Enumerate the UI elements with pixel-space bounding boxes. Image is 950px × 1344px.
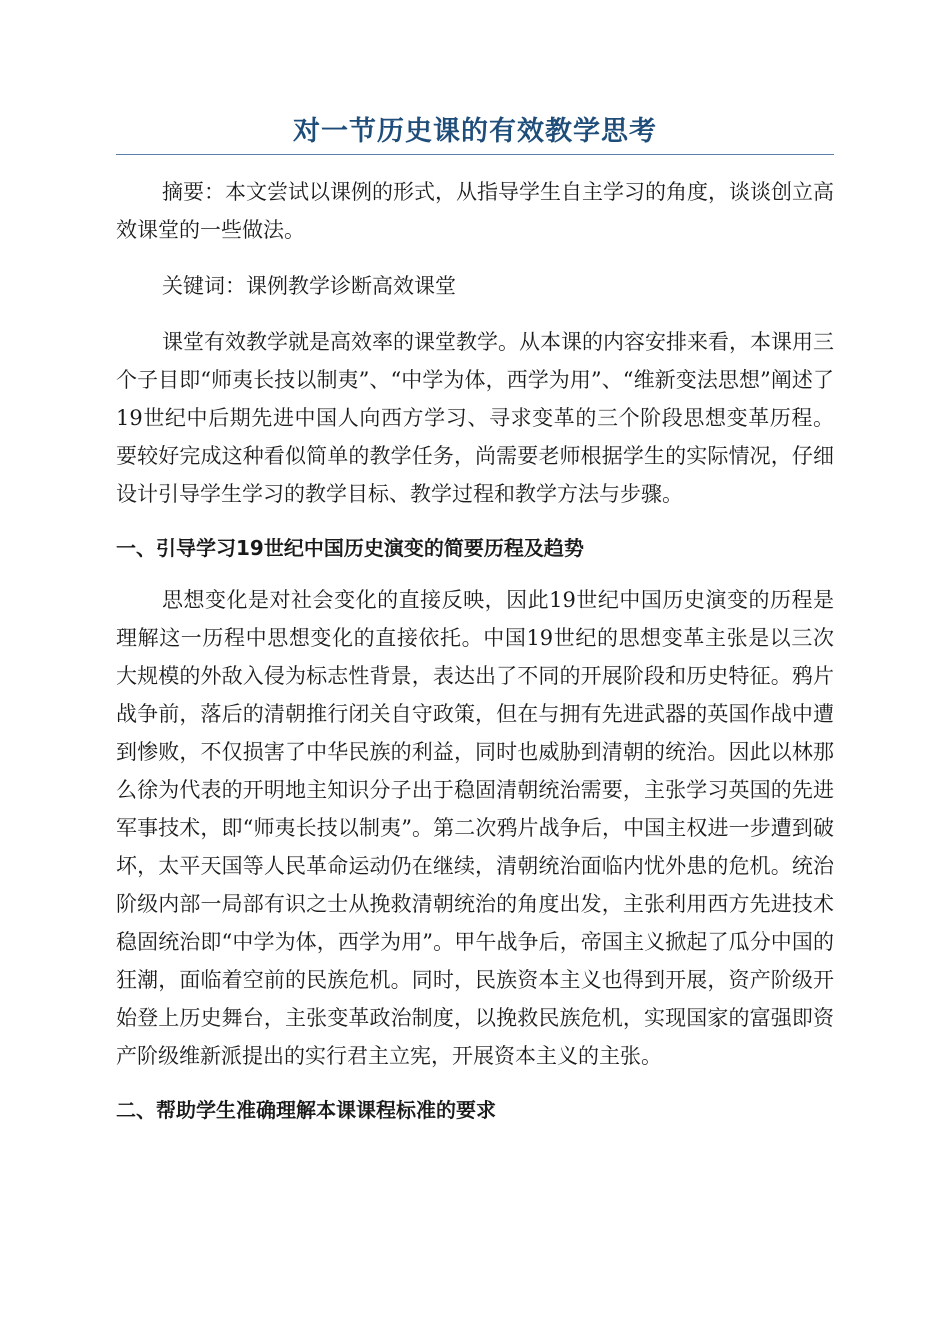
keywords-paragraph: 关键词：课例教学诊断高效课堂	[162, 274, 456, 298]
document-page	[116, 112, 834, 1143]
title-underline	[116, 154, 834, 155]
section-1-heading: 一、引导学习19世纪中国历史演变的简要历程及趋势	[116, 536, 584, 560]
section-1-paragraph: 思想变化是对社会变化的直接反映，因此19世纪中国历史演变的历程是理解这一历程中思想变化的直接依托。中国19世纪的思想变革主张是以三次大规模的外敌入侵为标志性背景，表达出了不同的开展阶段和历史特征。鸦片战争前，落后的清朝推行闭关自守政策，但在与拥有先进武器的英国作战中遭到惨败，不仅损害了中华民族的利益，同时也威胁到清朝的统治。因此以林那么徐为代表的开明地主知识分子出于稳固清朝统治需要，主张学习英国的先进军事技术，即“师夷长技以制夷”。第二次鸦片战争后，中国主权进一步遭到破坏，太平天国等人民革命运动仍在继续，清朝统治面临内忧外患的危机。统治阶级内部一局部有识之士从挽救清朝统治的角度出发，主张利用西方先进技术稳固统治即“中学为体，西学为用”。甲午战争后，帝国主义掀起了瓜分中国的狂潮，面临着空前的民族危机。同时，民族资本主义也得到开展，资产阶级开始登上历史舞台，主张变革政治制度，以挽救民族危机，实现国家的富强即资产阶级维新派提出的实行君主立宪，开展资本主义的主张。	[116, 588, 834, 1068]
intro-paragraph: 课堂有效教学就是高效率的课堂教学。从本课的内容安排来看，本课用三个子目即“师夷长技以制夷”、“中学为体，西学为用”、“维新变法思想”阐述了19世纪中后期先进中国人向西方学习、寻求变革的三个阶段思想变革历程。要较好完成这种看似简单的教学任务，尚需要老师根据学生的实际情况，仔细设计引导学生学习的教学目标、教学过程和教学方法与步骤。	[116, 330, 834, 506]
document-title: 对一节历史课的有效教学思考	[293, 116, 657, 147]
abstract-paragraph: 摘要：本文尝试以课例的形式，从指导学生自主学习的角度，谈谈创立高效课堂的一些做法。	[116, 180, 834, 242]
section-2-heading: 二、帮助学生准确理解本课课程标准的要求	[116, 1098, 496, 1122]
